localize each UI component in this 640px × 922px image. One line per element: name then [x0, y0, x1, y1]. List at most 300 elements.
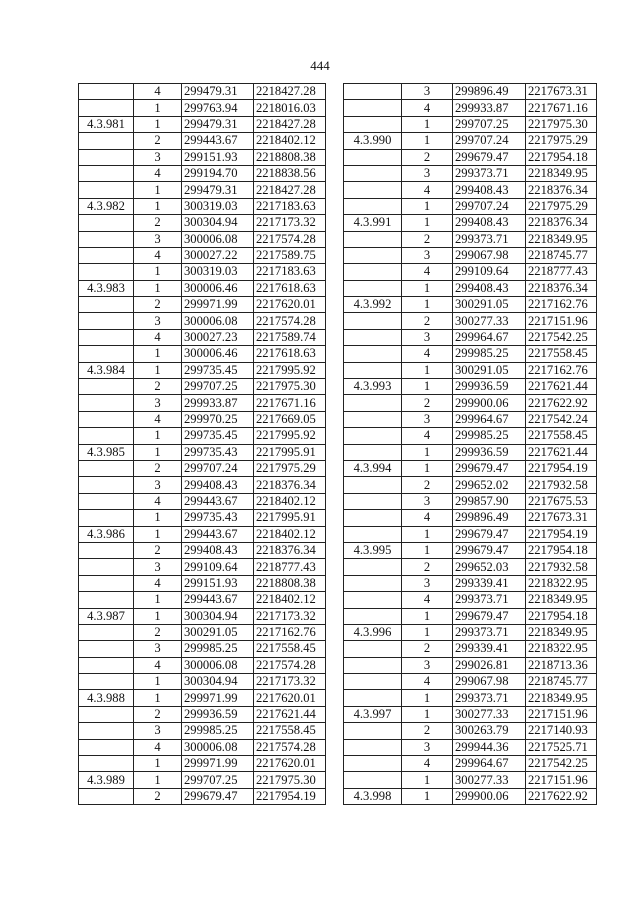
x-coordinate-cell: 300027.23	[182, 329, 254, 345]
y-coordinate-cell: 2217975.30	[526, 116, 597, 132]
point-number-cell: 4	[402, 346, 453, 362]
point-number-cell: 1	[402, 116, 453, 132]
x-coordinate-cell: 299109.64	[453, 264, 526, 280]
point-number-cell: 1	[134, 772, 182, 788]
x-coordinate-cell: 300006.08	[182, 313, 254, 329]
section-number-cell	[79, 182, 134, 198]
y-coordinate-cell: 2217140.93	[526, 723, 597, 739]
x-coordinate-cell: 300291.05	[453, 362, 526, 378]
table-row	[344, 329, 597, 345]
section-number-cell	[79, 428, 134, 444]
section-number-cell	[344, 313, 402, 329]
table-row	[344, 739, 597, 755]
point-number-cell: 2	[134, 788, 182, 804]
section-number-cell	[79, 657, 134, 673]
point-number-cell: 4	[134, 575, 182, 591]
y-coordinate-cell: 2218838.56	[254, 165, 326, 181]
table-row	[79, 608, 326, 624]
section-number-cell	[344, 575, 402, 591]
point-number-cell: 1	[134, 608, 182, 624]
x-coordinate-cell: 300291.05	[453, 297, 526, 313]
y-coordinate-cell: 2218349.95	[526, 231, 597, 247]
point-number-cell: 1	[134, 690, 182, 706]
table-row	[344, 460, 597, 476]
y-coordinate-cell: 2217621.44	[526, 444, 597, 460]
point-number-cell: 4	[402, 674, 453, 690]
table-row	[79, 165, 326, 181]
section-number-cell	[344, 739, 402, 755]
table-row	[79, 510, 326, 526]
y-coordinate-cell: 2217675.53	[526, 493, 597, 509]
y-coordinate-cell: 2218402.12	[254, 526, 326, 542]
table-row	[344, 215, 597, 231]
y-coordinate-cell: 2217995.92	[254, 362, 326, 378]
section-number-cell	[344, 264, 402, 280]
y-coordinate-cell: 2218713.36	[526, 657, 597, 673]
point-number-cell: 4	[402, 756, 453, 772]
section-number-cell	[79, 756, 134, 772]
y-coordinate-cell: 2218745.77	[526, 674, 597, 690]
table-row	[344, 542, 597, 558]
point-number-cell: 1	[402, 460, 453, 476]
section-number-cell: 4.3.997	[344, 706, 402, 722]
section-number-cell	[344, 592, 402, 608]
y-coordinate-cell: 2217954.18	[526, 542, 597, 558]
table-row	[344, 575, 597, 591]
section-number-cell	[344, 608, 402, 624]
section-number-cell	[344, 641, 402, 657]
y-coordinate-cell: 2217954.18	[526, 149, 597, 165]
y-coordinate-cell: 2218745.77	[526, 247, 597, 263]
section-number-cell	[344, 100, 402, 116]
table-row	[344, 493, 597, 509]
x-coordinate-cell: 299985.25	[182, 641, 254, 657]
section-number-cell	[344, 395, 402, 411]
table-row	[79, 444, 326, 460]
section-number-cell: 4.3.991	[344, 215, 402, 231]
y-coordinate-cell: 2217954.19	[526, 460, 597, 476]
section-number-cell	[344, 149, 402, 165]
table-row	[79, 329, 326, 345]
y-coordinate-cell: 2217671.16	[526, 100, 597, 116]
section-number-cell	[344, 165, 402, 181]
section-number-cell: 4.3.982	[79, 198, 134, 214]
point-number-cell: 4	[402, 182, 453, 198]
point-number-cell: 2	[402, 313, 453, 329]
section-number-cell	[344, 362, 402, 378]
point-number-cell: 2	[134, 542, 182, 558]
y-coordinate-cell: 2218427.28	[254, 182, 326, 198]
table-row	[79, 149, 326, 165]
x-coordinate-cell: 299373.71	[453, 592, 526, 608]
section-number-cell: 4.3.994	[344, 460, 402, 476]
x-coordinate-cell: 299679.47	[453, 608, 526, 624]
y-coordinate-cell: 2217173.32	[254, 674, 326, 690]
y-coordinate-cell: 2218349.95	[526, 165, 597, 181]
table-row	[79, 313, 326, 329]
table-row	[344, 526, 597, 542]
y-coordinate-cell: 2217183.63	[254, 264, 326, 280]
table-row	[79, 460, 326, 476]
table-row	[344, 182, 597, 198]
point-number-cell: 2	[402, 559, 453, 575]
y-coordinate-cell: 2218777.43	[254, 559, 326, 575]
table-row	[79, 477, 326, 493]
x-coordinate-cell: 299936.59	[453, 379, 526, 395]
table-row	[344, 444, 597, 460]
x-coordinate-cell: 299985.25	[453, 346, 526, 362]
table-row	[79, 395, 326, 411]
table-row	[79, 706, 326, 722]
section-number-cell	[79, 346, 134, 362]
table-row	[344, 690, 597, 706]
section-number-cell	[79, 231, 134, 247]
y-coordinate-cell: 2217975.29	[526, 133, 597, 149]
y-coordinate-cell: 2217183.63	[254, 198, 326, 214]
y-coordinate-cell: 2217589.75	[254, 247, 326, 263]
x-coordinate-cell: 299971.99	[182, 690, 254, 706]
section-number-cell	[79, 706, 134, 722]
table-row	[79, 362, 326, 378]
x-coordinate-cell: 300006.08	[182, 739, 254, 755]
table-row	[344, 411, 597, 427]
table-row	[79, 657, 326, 673]
point-number-cell: 4	[134, 493, 182, 509]
y-coordinate-cell: 2218808.38	[254, 575, 326, 591]
x-coordinate-cell: 299408.43	[453, 215, 526, 231]
y-coordinate-cell: 2218349.95	[526, 624, 597, 640]
x-coordinate-cell: 299408.43	[453, 280, 526, 296]
y-coordinate-cell: 2217162.76	[254, 624, 326, 640]
point-number-cell: 4	[402, 592, 453, 608]
x-coordinate-cell: 299707.25	[182, 772, 254, 788]
y-coordinate-cell: 2217173.32	[254, 215, 326, 231]
x-coordinate-cell: 299971.99	[182, 297, 254, 313]
x-coordinate-cell: 299707.24	[453, 198, 526, 214]
section-number-cell: 4.3.987	[79, 608, 134, 624]
point-number-cell: 2	[402, 477, 453, 493]
point-number-cell: 3	[402, 739, 453, 755]
section-number-cell	[344, 526, 402, 542]
point-number-cell: 1	[134, 116, 182, 132]
y-coordinate-cell: 2217975.30	[254, 379, 326, 395]
point-number-cell: 1	[402, 297, 453, 313]
y-coordinate-cell: 2217558.45	[254, 641, 326, 657]
section-number-cell	[79, 297, 134, 313]
y-coordinate-cell: 2217542.24	[526, 411, 597, 427]
y-coordinate-cell: 2217162.76	[526, 362, 597, 378]
y-coordinate-cell: 2217673.31	[526, 84, 597, 100]
table-row	[344, 477, 597, 493]
table-row	[79, 723, 326, 739]
table-row	[79, 674, 326, 690]
x-coordinate-cell: 299763.94	[182, 100, 254, 116]
table-row	[344, 428, 597, 444]
section-number-cell	[79, 559, 134, 575]
x-coordinate-cell: 299933.87	[182, 395, 254, 411]
table-row	[344, 297, 597, 313]
table-row	[344, 608, 597, 624]
x-coordinate-cell: 299679.47	[453, 526, 526, 542]
y-coordinate-cell: 2217574.28	[254, 657, 326, 673]
x-coordinate-cell: 299479.31	[182, 182, 254, 198]
table-row	[79, 739, 326, 755]
section-number-cell: 4.3.981	[79, 116, 134, 132]
table-row	[79, 198, 326, 214]
x-coordinate-cell: 300277.33	[453, 706, 526, 722]
y-coordinate-cell: 2217932.58	[526, 477, 597, 493]
x-coordinate-cell: 299679.47	[182, 788, 254, 804]
y-coordinate-cell: 2217162.76	[526, 297, 597, 313]
section-number-cell	[79, 460, 134, 476]
table-row	[344, 133, 597, 149]
point-number-cell: 1	[134, 756, 182, 772]
x-coordinate-cell: 299408.43	[453, 182, 526, 198]
point-number-cell: 3	[134, 477, 182, 493]
section-number-cell: 4.3.990	[344, 133, 402, 149]
point-number-cell: 4	[402, 510, 453, 526]
point-number-cell: 3	[402, 493, 453, 509]
x-coordinate-cell: 299151.93	[182, 149, 254, 165]
x-coordinate-cell: 300304.94	[182, 215, 254, 231]
y-coordinate-cell: 2217673.31	[526, 510, 597, 526]
section-number-cell	[79, 411, 134, 427]
section-number-cell	[344, 280, 402, 296]
table-row	[344, 756, 597, 772]
x-coordinate-cell: 299373.71	[453, 165, 526, 181]
point-number-cell: 4	[134, 739, 182, 755]
x-coordinate-cell: 299964.67	[453, 411, 526, 427]
point-number-cell: 1	[402, 624, 453, 640]
y-coordinate-cell: 2217574.28	[254, 313, 326, 329]
section-number-cell	[79, 477, 134, 493]
point-number-cell: 4	[134, 657, 182, 673]
table-row	[79, 526, 326, 542]
x-coordinate-cell: 300291.05	[182, 624, 254, 640]
x-coordinate-cell: 300006.08	[182, 657, 254, 673]
x-coordinate-cell: 299443.67	[182, 133, 254, 149]
section-number-cell	[79, 723, 134, 739]
table-row	[344, 231, 597, 247]
section-number-cell	[344, 116, 402, 132]
x-coordinate-cell: 299735.43	[182, 444, 254, 460]
y-coordinate-cell: 2217620.01	[254, 690, 326, 706]
table-row	[344, 280, 597, 296]
table-row	[344, 346, 597, 362]
x-coordinate-cell: 299067.98	[453, 674, 526, 690]
y-coordinate-cell: 2218376.34	[526, 182, 597, 198]
section-number-cell	[79, 133, 134, 149]
table-row	[79, 690, 326, 706]
section-number-cell: 4.3.995	[344, 542, 402, 558]
point-number-cell: 1	[402, 198, 453, 214]
x-coordinate-cell: 300304.94	[182, 608, 254, 624]
section-number-cell	[344, 772, 402, 788]
point-number-cell: 3	[134, 723, 182, 739]
y-coordinate-cell: 2217669.05	[254, 411, 326, 427]
table-row	[344, 624, 597, 640]
table-row	[79, 788, 326, 804]
table-row	[79, 133, 326, 149]
x-coordinate-cell: 299067.98	[453, 247, 526, 263]
y-coordinate-cell: 2218349.95	[526, 690, 597, 706]
x-coordinate-cell: 299408.43	[182, 542, 254, 558]
x-coordinate-cell: 299679.47	[453, 149, 526, 165]
x-coordinate-cell: 300319.03	[182, 264, 254, 280]
y-coordinate-cell: 2217151.96	[526, 706, 597, 722]
table-row	[79, 559, 326, 575]
x-coordinate-cell: 300006.46	[182, 346, 254, 362]
table-row	[79, 542, 326, 558]
point-number-cell: 1	[134, 346, 182, 362]
point-number-cell: 4	[134, 165, 182, 181]
x-coordinate-cell: 299109.64	[182, 559, 254, 575]
table-row	[79, 428, 326, 444]
point-number-cell: 2	[134, 215, 182, 231]
section-number-cell	[344, 198, 402, 214]
y-coordinate-cell: 2217671.16	[254, 395, 326, 411]
point-number-cell: 1	[402, 379, 453, 395]
point-number-cell: 1	[134, 592, 182, 608]
point-number-cell: 2	[402, 149, 453, 165]
point-number-cell: 1	[402, 133, 453, 149]
x-coordinate-cell: 299936.59	[453, 444, 526, 460]
x-coordinate-cell: 299339.41	[453, 641, 526, 657]
y-coordinate-cell: 2218376.34	[526, 215, 597, 231]
table-row	[79, 297, 326, 313]
y-coordinate-cell: 2217975.29	[254, 460, 326, 476]
y-coordinate-cell: 2217525.71	[526, 739, 597, 755]
table-row	[79, 624, 326, 640]
point-number-cell: 1	[134, 182, 182, 198]
section-number-cell	[79, 624, 134, 640]
table-row	[79, 247, 326, 263]
section-number-cell	[79, 247, 134, 263]
table-row	[344, 116, 597, 132]
table-row	[79, 575, 326, 591]
y-coordinate-cell: 2217954.19	[526, 526, 597, 542]
section-number-cell	[79, 100, 134, 116]
section-number-cell: 4.3.988	[79, 690, 134, 706]
section-number-cell: 4.3.996	[344, 624, 402, 640]
x-coordinate-cell: 299373.71	[453, 231, 526, 247]
y-coordinate-cell: 2218376.34	[254, 542, 326, 558]
table-row	[344, 149, 597, 165]
section-number-cell	[344, 493, 402, 509]
section-number-cell	[79, 329, 134, 345]
point-number-cell: 1	[134, 198, 182, 214]
y-coordinate-cell: 2217558.45	[526, 346, 597, 362]
y-coordinate-cell: 2217589.74	[254, 329, 326, 345]
x-coordinate-cell: 299194.70	[182, 165, 254, 181]
y-coordinate-cell: 2218402.12	[254, 493, 326, 509]
y-coordinate-cell: 2217932.58	[526, 559, 597, 575]
point-number-cell: 3	[134, 313, 182, 329]
y-coordinate-cell: 2217542.25	[526, 756, 597, 772]
coordinates-table-left	[78, 83, 326, 805]
table-row	[344, 100, 597, 116]
x-coordinate-cell: 299900.06	[453, 395, 526, 411]
y-coordinate-cell: 2218322.95	[526, 641, 597, 657]
point-number-cell: 3	[134, 641, 182, 657]
y-coordinate-cell: 2217151.96	[526, 772, 597, 788]
x-coordinate-cell: 299373.71	[453, 690, 526, 706]
point-number-cell: 1	[402, 542, 453, 558]
x-coordinate-cell: 299936.59	[182, 706, 254, 722]
table-row	[79, 346, 326, 362]
y-coordinate-cell: 2217954.18	[526, 608, 597, 624]
point-number-cell: 4	[134, 247, 182, 263]
section-number-cell	[344, 329, 402, 345]
point-number-cell: 3	[134, 149, 182, 165]
point-number-cell: 2	[402, 395, 453, 411]
point-number-cell: 1	[134, 428, 182, 444]
section-number-cell	[344, 723, 402, 739]
section-number-cell	[344, 182, 402, 198]
section-number-cell	[79, 313, 134, 329]
section-number-cell	[79, 264, 134, 280]
x-coordinate-cell: 299896.49	[453, 84, 526, 100]
point-number-cell: 3	[402, 411, 453, 427]
point-number-cell: 1	[402, 526, 453, 542]
x-coordinate-cell: 299707.25	[453, 116, 526, 132]
section-number-cell	[79, 379, 134, 395]
y-coordinate-cell: 2218402.12	[254, 133, 326, 149]
table-row	[344, 264, 597, 280]
point-number-cell: 1	[134, 280, 182, 296]
table-row	[79, 280, 326, 296]
point-number-cell: 1	[134, 510, 182, 526]
coordinates-table-right	[343, 83, 597, 805]
y-coordinate-cell: 2217622.92	[526, 788, 597, 804]
x-coordinate-cell: 299900.06	[453, 788, 526, 804]
point-number-cell: 1	[134, 674, 182, 690]
x-coordinate-cell: 299896.49	[453, 510, 526, 526]
y-coordinate-cell: 2218808.38	[254, 149, 326, 165]
table-row	[79, 641, 326, 657]
table-row	[344, 559, 597, 575]
section-number-cell	[344, 477, 402, 493]
section-number-cell: 4.3.998	[344, 788, 402, 804]
table-row	[344, 84, 597, 100]
page-number: 444	[310, 58, 330, 73]
point-number-cell: 3	[402, 575, 453, 591]
table-row	[79, 231, 326, 247]
section-number-cell: 4.3.989	[79, 772, 134, 788]
table-row	[344, 313, 597, 329]
point-number-cell: 4	[134, 329, 182, 345]
point-number-cell: 1	[402, 444, 453, 460]
x-coordinate-cell: 299735.45	[182, 428, 254, 444]
y-coordinate-cell: 2217151.96	[526, 313, 597, 329]
y-coordinate-cell: 2218777.43	[526, 264, 597, 280]
y-coordinate-cell: 2217574.28	[254, 231, 326, 247]
table-row	[79, 116, 326, 132]
point-number-cell: 1	[134, 362, 182, 378]
point-number-cell: 3	[402, 247, 453, 263]
y-coordinate-cell: 2218322.95	[526, 575, 597, 591]
y-coordinate-cell: 2218427.28	[254, 116, 326, 132]
section-number-cell	[344, 690, 402, 706]
y-coordinate-cell: 2217975.30	[254, 772, 326, 788]
section-number-cell	[79, 641, 134, 657]
table-row	[79, 411, 326, 427]
x-coordinate-cell: 299964.67	[453, 756, 526, 772]
point-number-cell: 4	[134, 84, 182, 100]
x-coordinate-cell: 299964.67	[453, 329, 526, 345]
x-coordinate-cell: 299408.43	[182, 477, 254, 493]
x-coordinate-cell: 299735.43	[182, 510, 254, 526]
